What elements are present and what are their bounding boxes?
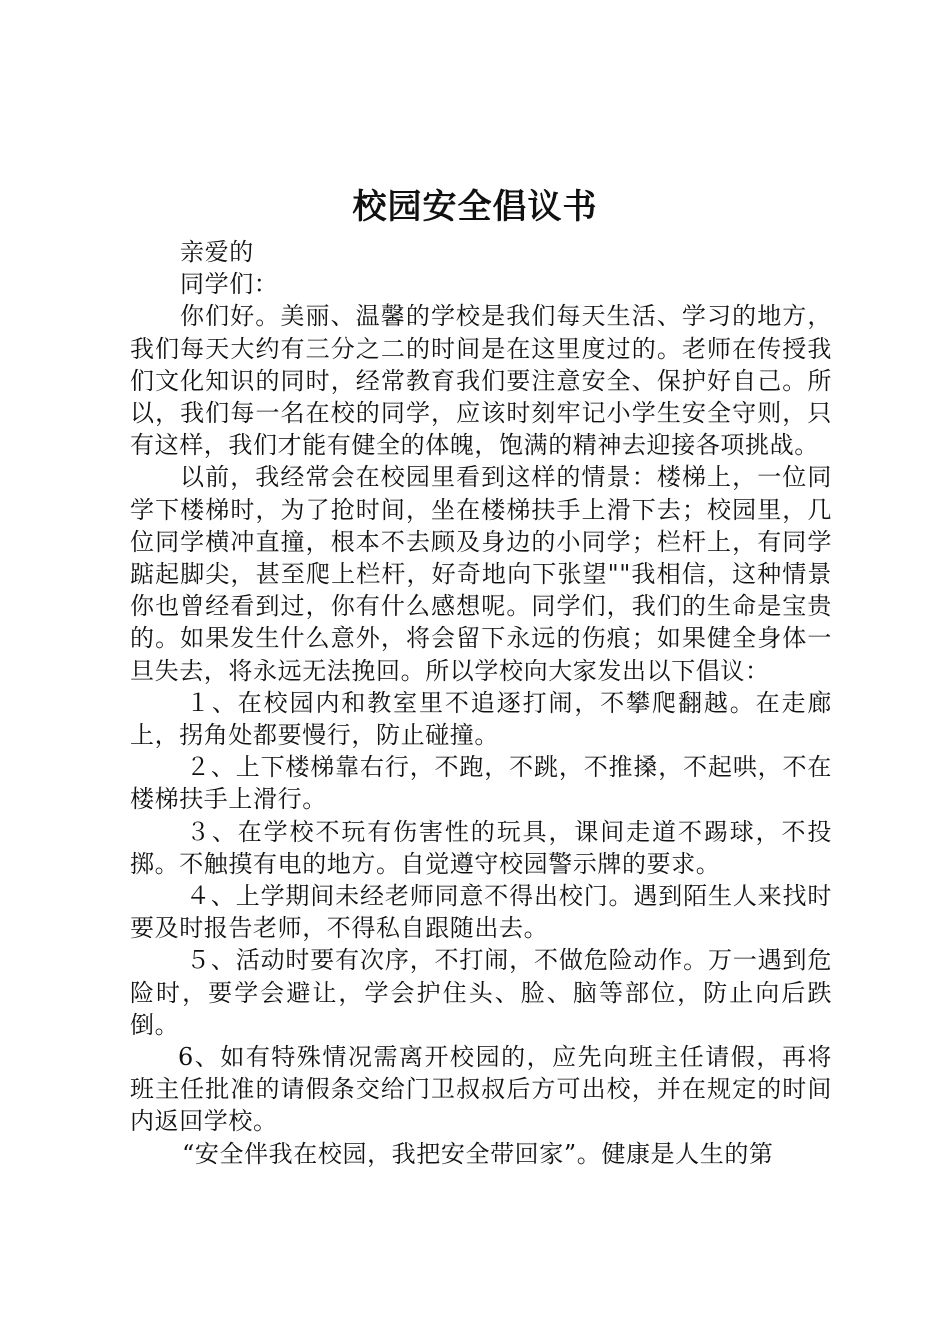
proposal-item-2: ２、上下楼梯靠右行，不跑，不跳，不推搡，不起哄，不在楼梯扶手上滑行。 [130, 753, 832, 814]
proposal-item-5: ５、活动时要有次序，不打闹，不做危险动作。万一遇到危险时，要学会避让，学会护住头、脸、脑等部位，防止向后跌倒。 [130, 946, 832, 1039]
closing-paragraph: “安全伴我在校园，我把安全带回家”。健康是人生的第 [182, 1139, 774, 1168]
proposal-item-3: ３、在学校不玩有伤害性的玩具，课间走道不踢球，不投掷。不触摸有电的地方。自觉遵守校园警示牌的要求。 [130, 817, 832, 878]
proposal-item-6: 6、如有特殊情况需离开校园的，应先向班主任请假，再将班主任批准的请假条交给门卫叔叔后方可出校，并在规定的时间内返回学校。 [130, 1043, 832, 1136]
proposal-item-1: １、在校园内和教室里不追逐打闹，不攀爬翻越。在走廊上，拐角处都要慢行，防止碰撞。 [130, 688, 832, 750]
salutation-line-2: 同学们： [180, 270, 279, 299]
document-body [130, 236, 832, 1170]
document-title: 校园安全倡议书 [352, 187, 598, 227]
paragraph-scenes: 以前，我经常会在校园里看到这样的情景：楼梯上，一位同学下楼梯时，为了抢时间，坐在楼梯扶手上滑下去；校园里，几位同学横冲直撞，根本不去顾及身边的小同学；栏杆上，有同学踮起脚尖，甚至爬上栏杆，好奇地向下张望""我相信，这种情景你也曾经看到过，你有什么感想呢。同学们，我们的生命是宝贵的。如果发生什么意外，将会留下永远的伤痕；如果健全身体一旦失去，将永远无法挽回。所以学校向大家发出以下倡议： [130, 463, 832, 685]
paragraph-greeting: 你们好。美丽、温馨的学校是我们每天生活、学习的地方，我们每天大约有三分之二的时间是在这里度过的。老师在传授我们文化知识的同时，经常教育我们要注意安全、保护好自己。所以，我们每一名在校的同学，应该时刻牢记小学生安全守则，只有这样，我们才能有健全的体魄，饱满的精神去迎接各项挑战。 [130, 302, 832, 460]
salutation-line-1: 亲爱的 [180, 238, 254, 266]
proposal-item-4: ４、上学期间未经老师同意不得出校门。遇到陌生人来找时要及时报告老师，不得私自跟随出去。 [130, 882, 832, 943]
